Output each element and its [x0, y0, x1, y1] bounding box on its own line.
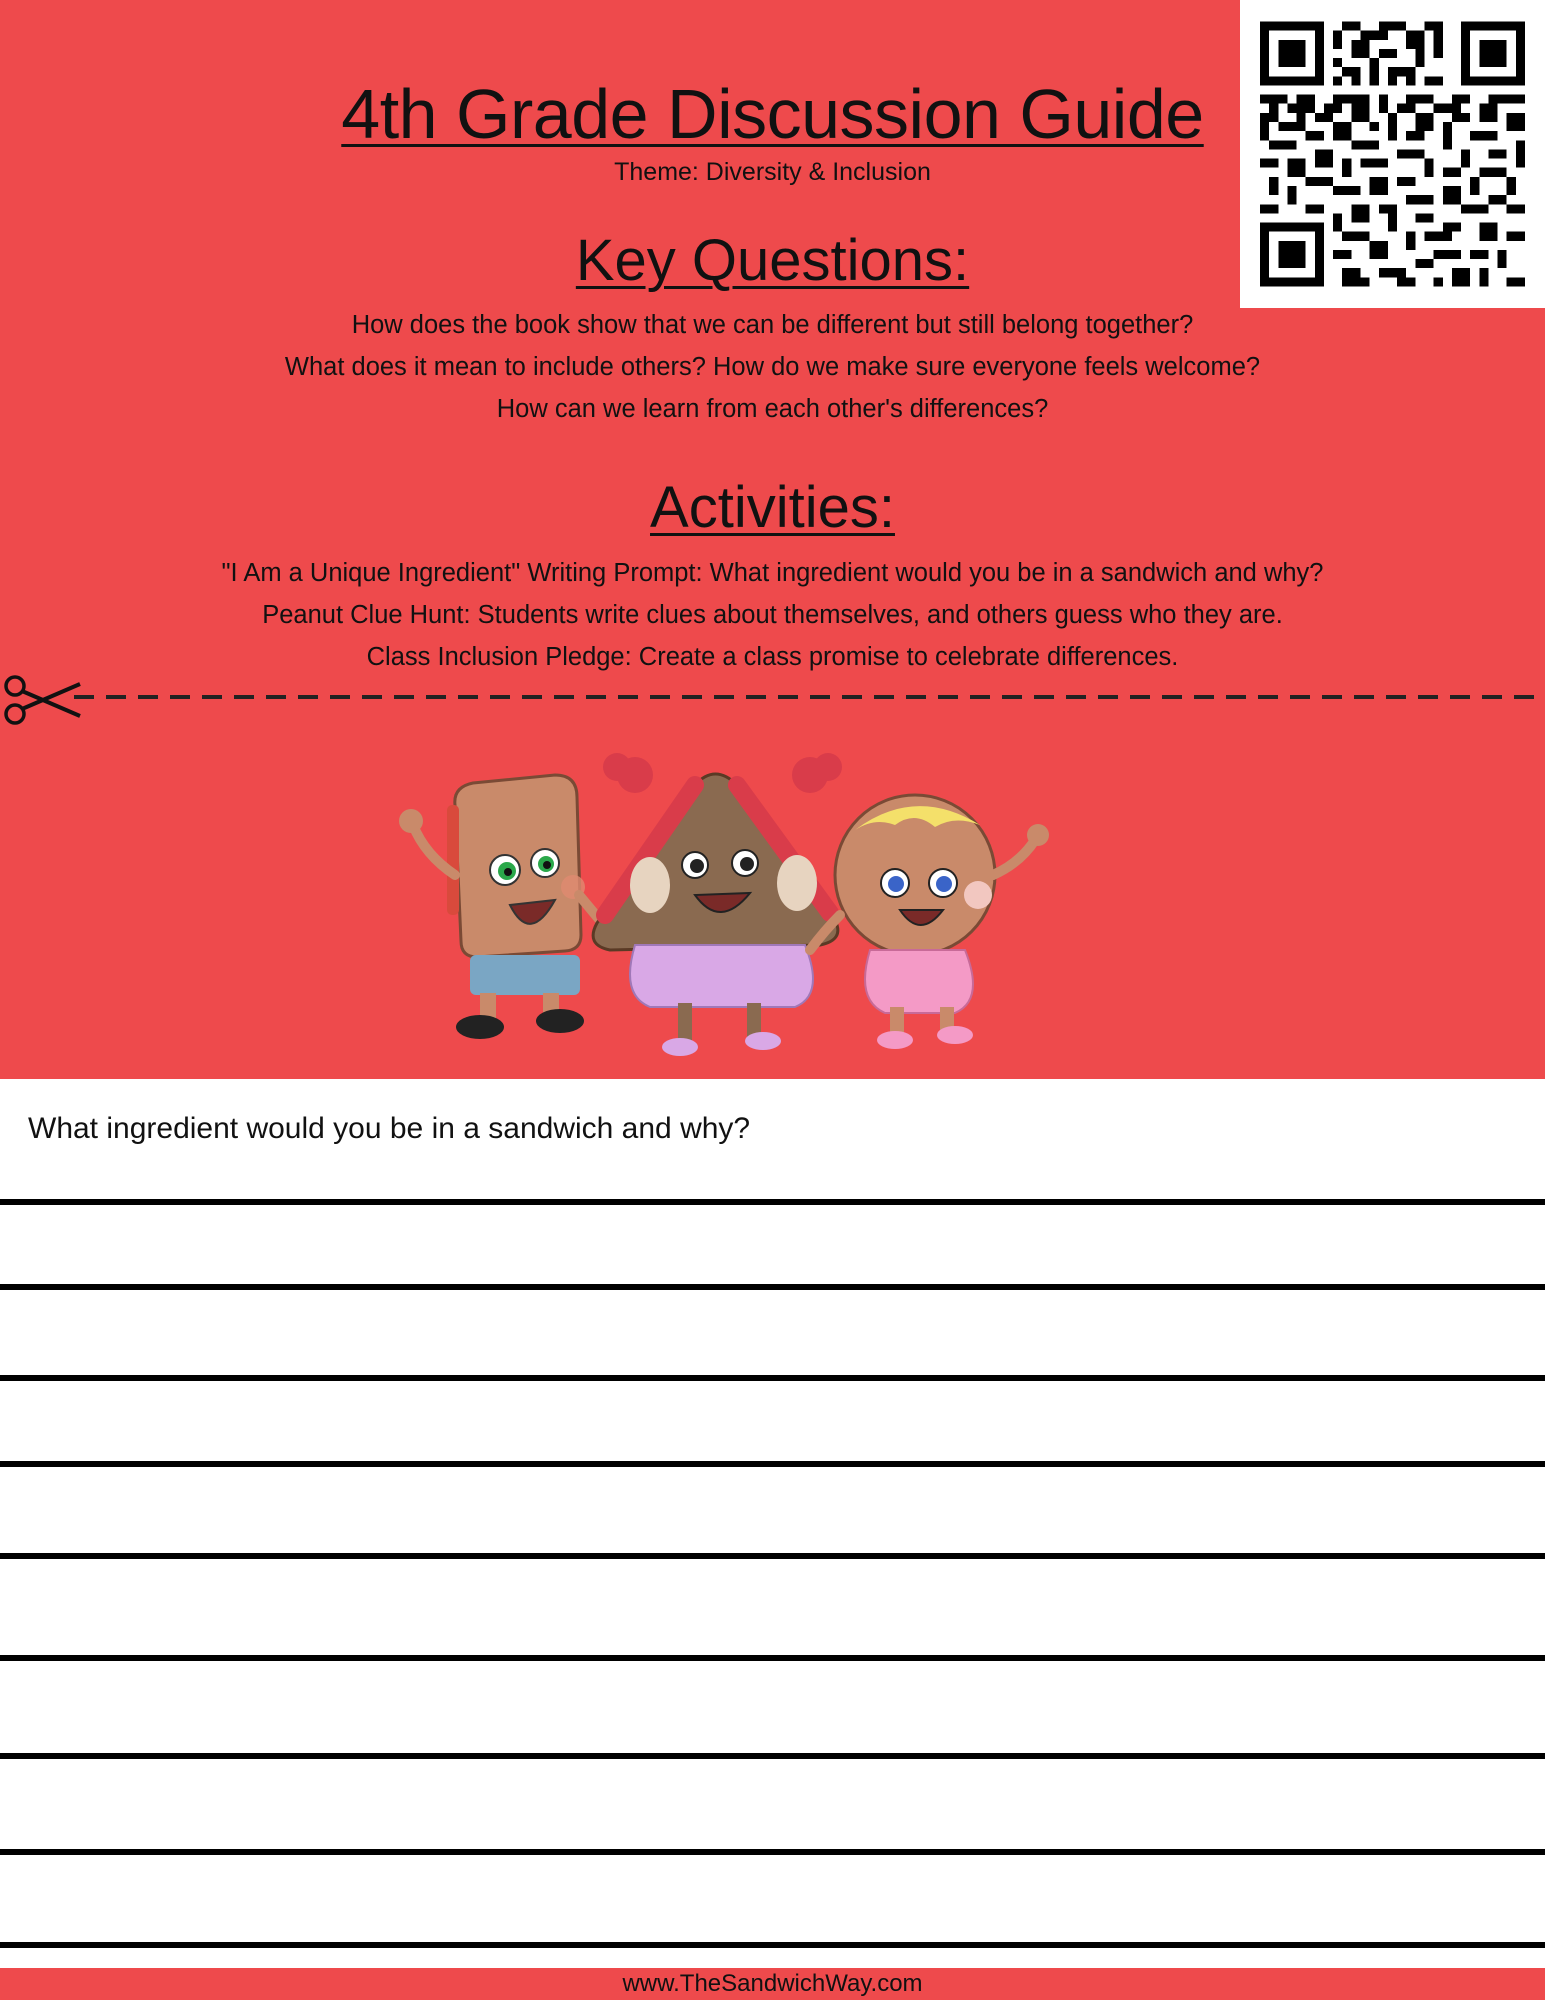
- key-questions-heading: Key Questions:: [575, 228, 970, 293]
- writing-line: [0, 1284, 1545, 1290]
- writing-line: [0, 1375, 1545, 1381]
- sandwich-characters-illustration: [395, 745, 1095, 1065]
- key-questions-list: [0, 304, 1545, 430]
- writing-line: [0, 1942, 1545, 1948]
- writing-line: [0, 1553, 1545, 1559]
- writing-line: [0, 1655, 1545, 1661]
- writing-line: [0, 1849, 1545, 1855]
- key-question-item: How can we learn from each other's differences?: [496, 395, 1049, 423]
- toast-character: [399, 775, 620, 1039]
- triangle-sandwich-character: [593, 753, 842, 1056]
- activities-heading: Activities:: [650, 475, 895, 540]
- writing-area[interactable]: [0, 1079, 1545, 1968]
- activity-item: Peanut Clue Hunt: Students write clues about themselves, and others guess who they are.: [262, 601, 1283, 629]
- writing-line: [0, 1461, 1545, 1467]
- theme-subtitle: Theme: Diversity & Inclusion: [614, 158, 931, 186]
- key-question-item: How does the book show that we can be different but still belong together?: [351, 311, 1194, 339]
- scissors-icon: [6, 677, 80, 723]
- activities-list: [0, 552, 1545, 678]
- writing-line: [0, 1199, 1545, 1205]
- cut-line: [0, 666, 1545, 726]
- activity-item: Class Inclusion Pledge: Create a class promise to celebrate differences.: [366, 643, 1179, 671]
- key-question-item: What does it mean to include others? How do we make sure everyone feels welcome?: [284, 353, 1261, 381]
- round-bun-character: [810, 795, 1049, 1049]
- page-title: 4th Grade Discussion Guide: [341, 75, 1204, 153]
- footer-website[interactable]: www.TheSandwichWay.com: [622, 1970, 923, 1997]
- activity-item: "I Am a Unique Ingredient" Writing Prompt: What ingredient would you be in a sandwich and why?: [221, 559, 1324, 587]
- writing-prompt: What ingredient would you be in a sandwich and why?: [28, 1112, 751, 1145]
- writing-line: [0, 1753, 1545, 1759]
